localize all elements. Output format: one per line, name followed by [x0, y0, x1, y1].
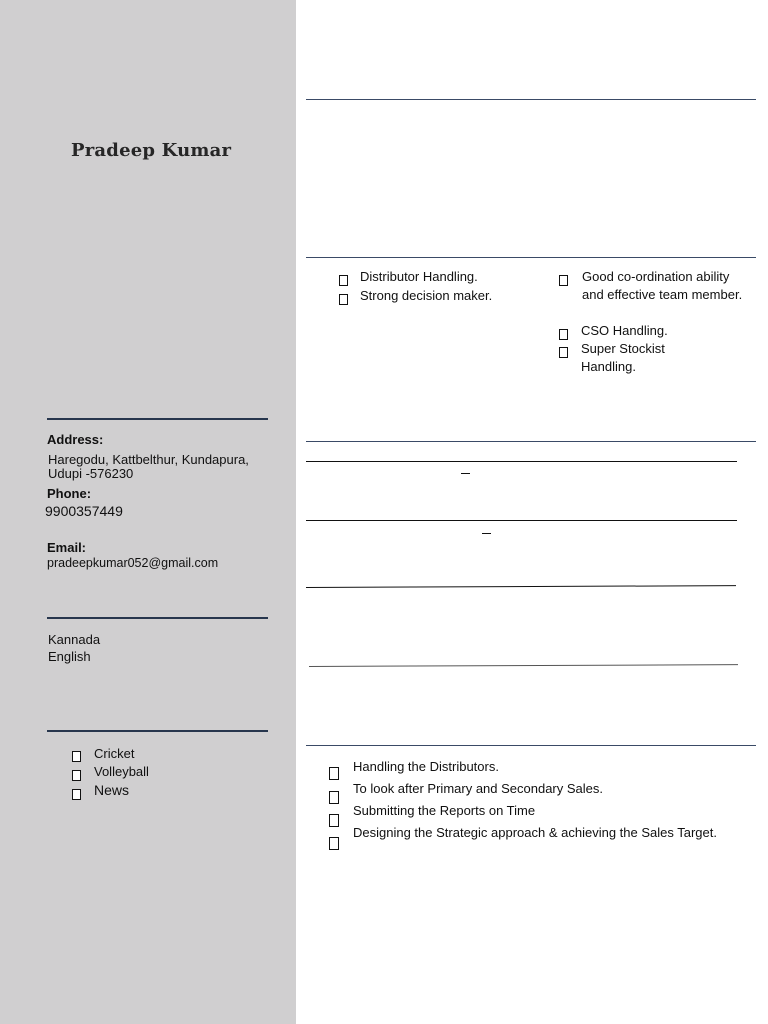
- checkbox-bullet-icon: [329, 791, 339, 804]
- checkbox-bullet-icon: [339, 294, 348, 305]
- checkbox-bullet-icon: [72, 789, 81, 800]
- email-label: Email:: [47, 540, 87, 555]
- dash-mark: [482, 533, 491, 534]
- skill-item: Good co-ordination ability and effective team member.: [582, 269, 743, 302]
- responsibility-item: Handling the Distributors.: [353, 759, 499, 774]
- skill-item: Super Stockist Handling.: [581, 341, 665, 374]
- checkbox-bullet-icon: [559, 275, 568, 286]
- candidate-name: Pradeep Kumar: [71, 140, 232, 161]
- hobby-item: Cricket: [94, 746, 135, 761]
- hobby-item: Volleyball: [94, 764, 149, 779]
- checkbox-bullet-icon: [329, 814, 339, 827]
- responsibility-item: Submitting the Reports on Time: [353, 803, 536, 818]
- section-divider: [306, 99, 756, 100]
- sidebar: [0, 0, 296, 1024]
- checkbox-bullet-icon: [559, 347, 568, 358]
- responsibilities-divider: [306, 745, 756, 746]
- address-line-2: Udupi -576230: [48, 466, 134, 481]
- hobby-item: News: [94, 782, 130, 798]
- checkbox-bullet-icon: [72, 751, 81, 762]
- phone-value: 9900357449: [45, 503, 123, 519]
- section-divider: [306, 520, 737, 521]
- section-divider: [306, 461, 737, 462]
- responsibility-item: To look after Primary and Secondary Sales.: [353, 781, 604, 796]
- skills-divider: [306, 257, 756, 258]
- checkbox-bullet-icon: [329, 767, 339, 780]
- contact-divider: [47, 418, 268, 420]
- languages-divider: [47, 617, 268, 619]
- checkbox-bullet-icon: [559, 329, 568, 340]
- skill-item: CSO Handling.: [581, 323, 668, 338]
- language-item: English: [48, 649, 91, 664]
- language-item: Kannada: [48, 632, 101, 647]
- dash-mark: [461, 473, 470, 474]
- checkbox-bullet-icon: [72, 770, 81, 781]
- hobbies-divider: [47, 730, 268, 732]
- email-value: pradeepkumar052@gmail.com: [47, 556, 219, 570]
- phone-label: Phone:: [47, 486, 92, 501]
- responsibility-item: Designing the Strategic approach & achieving the Sales Target.: [353, 825, 717, 840]
- checkbox-bullet-icon: [339, 275, 348, 286]
- skill-item: Distributor Handling.: [360, 269, 478, 284]
- main-content: [296, 0, 768, 1024]
- address-label: Address:: [47, 432, 104, 447]
- address-line-1: Haregodu, Kattbelthur, Kundapura,: [48, 452, 249, 467]
- section-divider: [306, 441, 756, 442]
- skill-item: Strong decision maker.: [360, 288, 493, 303]
- checkbox-bullet-icon: [329, 837, 339, 850]
